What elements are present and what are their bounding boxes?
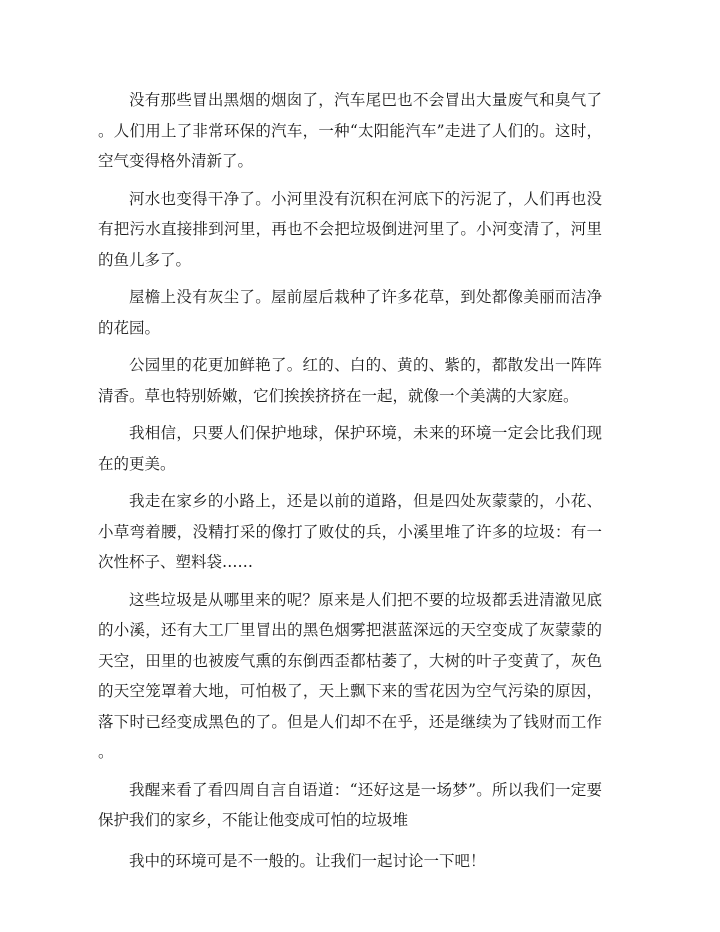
paragraph-3: 屋檐上没有灰尘了。屋前屋后栽种了许多花草，到处都像美丽而洁净的花园。 [98, 288, 602, 337]
paragraph-5: 我相信，只要人们保护地球，保护环境，未来的环境一定会比我们现在的更美。 [98, 424, 602, 473]
paragraph-8: 我醒来看了看四周自言自语道：“还好这是一场梦”。所以我们一定要保护我们的家乡，不能让他变成可怕的垃圾堆 [98, 780, 602, 829]
essay-body [98, 85, 602, 883]
paragraph-7: 这些垃圾是从哪里来的呢？原来是人们把不要的垃圾都丢进清澈见底的小溪，还有大工厂里冒出的黑色烟雾把湛蓝深远的天空变成了灰蒙蒙的天空，田里的也被废气熏的东倒西歪都枯萎了，大树的叶子变黄了，灰色的天空笼罩着大地，可怕极了，天上飘下来的雪花因为空气污染的原因，落下时已经变成黑色的了。但是人们却不在乎，还是继续为了钱财而工作。 [98, 590, 602, 761]
paragraph-4: 公园里的花更加鲜艳了。红的、白的、黄的、紫的，都散发出一阵阵清香。草也特别娇嫩，它们挨挨挤挤在一起，就像一个美满的大家庭。 [98, 356, 602, 405]
paragraph-6: 我走在家乡的小路上，还是以前的道路，但是四处灰蒙蒙的，小花、小草弯着腰，没精打采的像打了败仗的兵，小溪里堆了许多的垃圾：有一次性杯子、塑料袋…… [98, 492, 602, 571]
paragraph-9: 我中的环境可是不一般的。让我们一起讨论一下吧！ [129, 851, 486, 870]
paragraph-1: 没有那些冒出黑烟的烟囱了，汽车尾巴也不会冒出大量废气和臭气了。人们用上了非常环保的汽车，一种“太阳能汽车”走进了人们的。这时，空气变得格外清新了。 [98, 91, 602, 170]
paragraph-2: 河水也变得干净了。小河里没有沉积在河底下的污泥了，人们再也没有把污水直接排到河里，再也不会把垃圾倒进河里了。小河变清了，河里的鱼儿多了。 [98, 189, 602, 269]
